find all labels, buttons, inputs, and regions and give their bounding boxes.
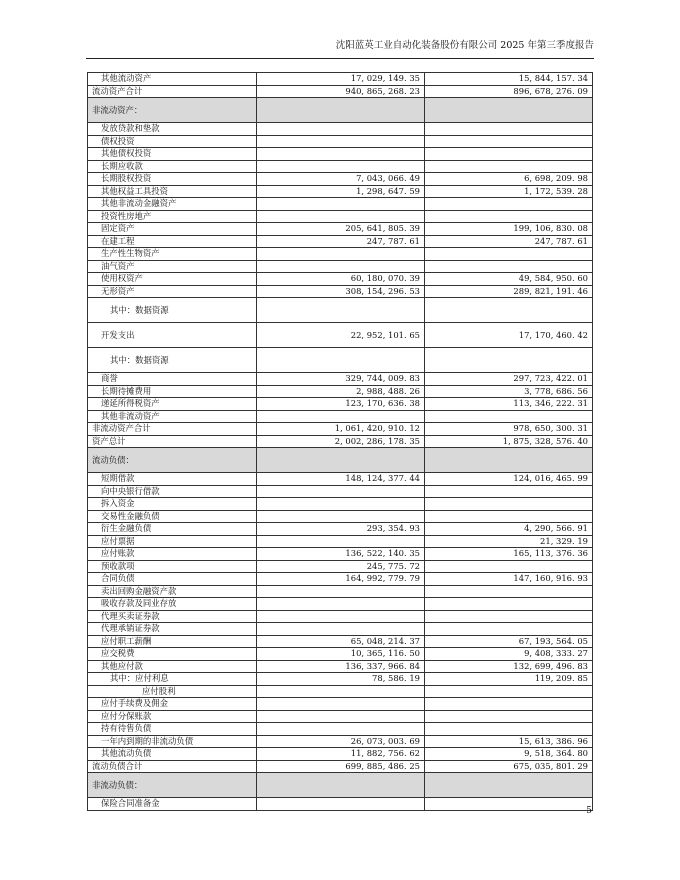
prior-period-value: 289, 821, 191. 46 <box>425 285 593 298</box>
row-label: 商誉 <box>88 373 257 386</box>
prior-period-value <box>425 123 593 136</box>
current-period-value: 699, 885, 486. 25 <box>257 760 425 773</box>
prior-period-value <box>425 585 593 598</box>
prior-period-value: 15, 844, 157. 34 <box>425 73 593 86</box>
table-row <box>88 648 593 661</box>
prior-period-value: 978, 650, 300. 31 <box>425 423 593 436</box>
current-period-value <box>257 148 425 161</box>
prior-period-value <box>425 685 593 698</box>
prior-period-value <box>425 348 593 373</box>
row-label: 在建工程 <box>88 235 257 248</box>
row-label: 应付手续费及佣金 <box>88 698 257 711</box>
current-period-value: 247, 787. 61 <box>257 235 425 248</box>
table-row <box>88 548 593 561</box>
row-label: 应付分保账款 <box>88 710 257 723</box>
prior-period-value <box>425 773 593 798</box>
current-period-value <box>257 248 425 261</box>
table-row <box>88 348 593 373</box>
row-label: 长期待摊费用 <box>88 385 257 398</box>
current-period-value: 60, 180, 070. 39 <box>257 273 425 286</box>
prior-period-value: 4, 290, 566. 91 <box>425 523 593 536</box>
row-label: 其中：数据资源 <box>88 348 257 373</box>
table-row <box>88 573 593 586</box>
current-period-value <box>257 710 425 723</box>
row-label: 代理买卖证券款 <box>88 610 257 623</box>
current-period-value <box>257 773 425 798</box>
prior-period-value <box>425 510 593 523</box>
row-label: 应付票据 <box>88 535 257 548</box>
current-period-value: 148, 124, 377. 44 <box>257 473 425 486</box>
table-row <box>88 748 593 761</box>
section-header-row <box>88 98 593 123</box>
current-period-value <box>257 298 425 323</box>
current-period-value <box>257 610 425 623</box>
table-row <box>88 723 593 736</box>
table-row <box>88 73 593 86</box>
current-period-value <box>257 585 425 598</box>
table-row <box>88 248 593 261</box>
table-row <box>88 510 593 523</box>
current-period-value: 7, 043, 066. 49 <box>257 173 425 186</box>
current-period-value <box>257 160 425 173</box>
report-header <box>86 36 594 59</box>
row-label: 流动资产合计 <box>88 85 257 98</box>
current-period-value: 1, 061, 420, 910. 12 <box>257 423 425 436</box>
row-label: 非流动资产： <box>88 98 257 123</box>
prior-period-value <box>425 148 593 161</box>
row-label: 递延所得税资产 <box>88 398 257 411</box>
prior-period-value: 6, 698, 209. 98 <box>425 173 593 186</box>
prior-period-value: 113, 346, 222. 31 <box>425 398 593 411</box>
table-row <box>88 260 593 273</box>
row-label: 交易性金融负债 <box>88 510 257 523</box>
row-label: 其他债权投资 <box>88 148 257 161</box>
row-label: 发放贷款和垫款 <box>88 123 257 136</box>
prior-period-value: 199, 106, 830. 08 <box>425 223 593 236</box>
table-row <box>88 123 593 136</box>
current-period-value: 10, 365, 116. 50 <box>257 648 425 661</box>
table-row <box>88 235 593 248</box>
table-row <box>88 498 593 511</box>
current-period-value: 22, 952, 101. 65 <box>257 323 425 348</box>
row-label: 短期借款 <box>88 473 257 486</box>
row-label: 保险合同准备金 <box>88 798 257 811</box>
table-row <box>88 273 593 286</box>
row-label: 衍生金融负债 <box>88 523 257 536</box>
current-period-value: 940, 865, 268. 23 <box>257 85 425 98</box>
prior-period-value: 297, 723, 422. 01 <box>425 373 593 386</box>
row-label: 持有待售负债 <box>88 723 257 736</box>
row-label: 固定资产 <box>88 223 257 236</box>
prior-period-value: 675, 035, 801. 29 <box>425 760 593 773</box>
prior-period-value <box>425 198 593 211</box>
current-period-value: 136, 522, 140. 35 <box>257 548 425 561</box>
report-title: 沈阳蓝英工业自动化装备股份有限公司 2025 年第三季度报告 <box>335 40 594 51</box>
table-row <box>88 623 593 636</box>
current-period-value: 293, 354. 93 <box>257 523 425 536</box>
current-period-value <box>257 98 425 123</box>
current-period-value: 1, 298, 647. 59 <box>257 185 425 198</box>
current-period-value <box>257 723 425 736</box>
current-period-value <box>257 135 425 148</box>
current-period-value <box>257 485 425 498</box>
current-period-value <box>257 535 425 548</box>
prior-period-value: 124, 016, 465. 99 <box>425 473 593 486</box>
row-label: 其他流动资产 <box>88 73 257 86</box>
current-period-value <box>257 510 425 523</box>
current-period-value <box>257 410 425 423</box>
current-period-value <box>257 448 425 473</box>
row-label: 其中：数据资源 <box>88 298 257 323</box>
prior-period-value <box>425 560 593 573</box>
table-row <box>88 710 593 723</box>
row-label: 向中央银行借款 <box>88 485 257 498</box>
table-row <box>88 535 593 548</box>
current-period-value <box>257 210 425 223</box>
row-label: 拆入资金 <box>88 498 257 511</box>
prior-period-value: 896, 678, 276. 09 <box>425 85 593 98</box>
section-header-row <box>88 773 593 798</box>
prior-period-value <box>425 723 593 736</box>
current-period-value <box>257 260 425 273</box>
current-period-value: 11, 882, 756. 62 <box>257 748 425 761</box>
current-period-value <box>257 798 425 811</box>
row-label: 其他权益工具投资 <box>88 185 257 198</box>
prior-period-value: 17, 170, 460. 42 <box>425 323 593 348</box>
table-row <box>88 185 593 198</box>
current-period-value: 245, 775. 72 <box>257 560 425 573</box>
prior-period-value: 247, 787. 61 <box>425 235 593 248</box>
table-row <box>88 148 593 161</box>
table-row <box>88 173 593 186</box>
current-period-value: 123, 170, 636. 38 <box>257 398 425 411</box>
current-period-value <box>257 498 425 511</box>
prior-period-value <box>425 498 593 511</box>
page-number: 5 <box>586 806 592 816</box>
row-label: 流动负债： <box>88 448 257 473</box>
prior-period-value <box>425 260 593 273</box>
prior-period-value: 147, 160, 916. 93 <box>425 573 593 586</box>
table-row <box>88 660 593 673</box>
row-label: 其他非流动资产 <box>88 410 257 423</box>
table-row <box>88 673 593 686</box>
prior-period-value: 9, 518, 364. 80 <box>425 748 593 761</box>
current-period-value <box>257 198 425 211</box>
table-row <box>88 735 593 748</box>
table-row <box>88 160 593 173</box>
row-label: 流动负债合计 <box>88 760 257 773</box>
prior-period-value <box>425 710 593 723</box>
table-row <box>88 698 593 711</box>
current-period-value: 2, 002, 286, 178. 35 <box>257 435 425 448</box>
prior-period-value <box>425 598 593 611</box>
table-row <box>88 323 593 348</box>
table-row <box>88 398 593 411</box>
row-label: 非流动负债： <box>88 773 257 798</box>
table-row <box>88 285 593 298</box>
prior-period-value <box>425 160 593 173</box>
current-period-value <box>257 685 425 698</box>
row-label: 吸收存款及同业存放 <box>88 598 257 611</box>
current-period-value: 164, 992, 779. 79 <box>257 573 425 586</box>
prior-period-value: 1, 172, 539. 28 <box>425 185 593 198</box>
table-row <box>88 373 593 386</box>
table-row <box>88 135 593 148</box>
table-row <box>88 760 593 773</box>
row-label: 油气资产 <box>88 260 257 273</box>
prior-period-value <box>425 210 593 223</box>
prior-period-value: 165, 113, 376. 36 <box>425 548 593 561</box>
row-label: 非流动资产合计 <box>88 423 257 436</box>
table-row <box>88 610 593 623</box>
prior-period-value <box>425 798 593 811</box>
row-label: 应付账款 <box>88 548 257 561</box>
table-row <box>88 410 593 423</box>
table-row <box>88 598 593 611</box>
row-label: 其他应付款 <box>88 660 257 673</box>
current-period-value: 17, 029, 149. 35 <box>257 73 425 86</box>
prior-period-value <box>425 98 593 123</box>
prior-period-value: 21, 329. 19 <box>425 535 593 548</box>
prior-period-value: 9, 408, 333. 27 <box>425 648 593 661</box>
table-row <box>88 210 593 223</box>
row-label: 开发支出 <box>88 323 257 348</box>
table-row <box>88 298 593 323</box>
current-period-value: 2, 988, 488. 26 <box>257 385 425 398</box>
table-row <box>88 223 593 236</box>
table-row <box>88 85 593 98</box>
table-row <box>88 385 593 398</box>
table-row <box>88 198 593 211</box>
row-label: 投资性房地产 <box>88 210 257 223</box>
current-period-value: 205, 641, 805. 39 <box>257 223 425 236</box>
prior-period-value <box>425 698 593 711</box>
prior-period-value <box>425 248 593 261</box>
row-label: 应付职工薪酬 <box>88 635 257 648</box>
prior-period-value: 67, 193, 564. 05 <box>425 635 593 648</box>
table-row <box>88 560 593 573</box>
current-period-value <box>257 623 425 636</box>
current-period-value: 329, 744, 009. 83 <box>257 373 425 386</box>
table-row <box>88 473 593 486</box>
table-row <box>88 423 593 436</box>
row-label: 生产性生物资产 <box>88 248 257 261</box>
row-label: 卖出回购金融资产款 <box>88 585 257 598</box>
table-row <box>88 585 593 598</box>
current-period-value <box>257 123 425 136</box>
prior-period-value <box>425 610 593 623</box>
row-label: 资产总计 <box>88 435 257 448</box>
row-label: 使用权资产 <box>88 273 257 286</box>
current-period-value: 78, 586. 19 <box>257 673 425 686</box>
balance-sheet-table <box>87 72 593 811</box>
row-label: 长期股权投资 <box>88 173 257 186</box>
row-label: 合同负债 <box>88 573 257 586</box>
current-period-value: 308, 154, 296. 53 <box>257 285 425 298</box>
row-label: 债权投资 <box>88 135 257 148</box>
prior-period-value: 119, 209. 85 <box>425 673 593 686</box>
table-row <box>88 685 593 698</box>
row-label: 预收款项 <box>88 560 257 573</box>
prior-period-value: 3, 778, 686. 56 <box>425 385 593 398</box>
row-label: 其中：应付利息 <box>88 673 257 686</box>
prior-period-value: 49, 584, 950. 60 <box>425 273 593 286</box>
current-period-value: 65, 048, 214. 37 <box>257 635 425 648</box>
row-label: 应付股利 <box>88 685 257 698</box>
row-label: 其他非流动金融资产 <box>88 198 257 211</box>
prior-period-value <box>425 135 593 148</box>
table-row <box>88 485 593 498</box>
prior-period-value: 1, 875, 328, 576. 40 <box>425 435 593 448</box>
table-row <box>88 523 593 536</box>
table-row <box>88 635 593 648</box>
prior-period-value <box>425 448 593 473</box>
row-label: 无形资产 <box>88 285 257 298</box>
prior-period-value <box>425 623 593 636</box>
current-period-value <box>257 348 425 373</box>
table-row <box>88 435 593 448</box>
row-label: 应交税费 <box>88 648 257 661</box>
prior-period-value <box>425 485 593 498</box>
row-label: 长期应收款 <box>88 160 257 173</box>
table-row <box>88 798 593 811</box>
prior-period-value <box>425 410 593 423</box>
current-period-value <box>257 598 425 611</box>
current-period-value: 136, 337, 966. 84 <box>257 660 425 673</box>
current-period-value: 26, 073, 003. 69 <box>257 735 425 748</box>
prior-period-value: 15, 613, 386. 96 <box>425 735 593 748</box>
row-label: 一年内到期的非流动负债 <box>88 735 257 748</box>
current-period-value <box>257 698 425 711</box>
section-header-row <box>88 448 593 473</box>
row-label: 代理承销证券款 <box>88 623 257 636</box>
prior-period-value: 132, 699, 496. 83 <box>425 660 593 673</box>
row-label: 其他流动负债 <box>88 748 257 761</box>
prior-period-value <box>425 298 593 323</box>
